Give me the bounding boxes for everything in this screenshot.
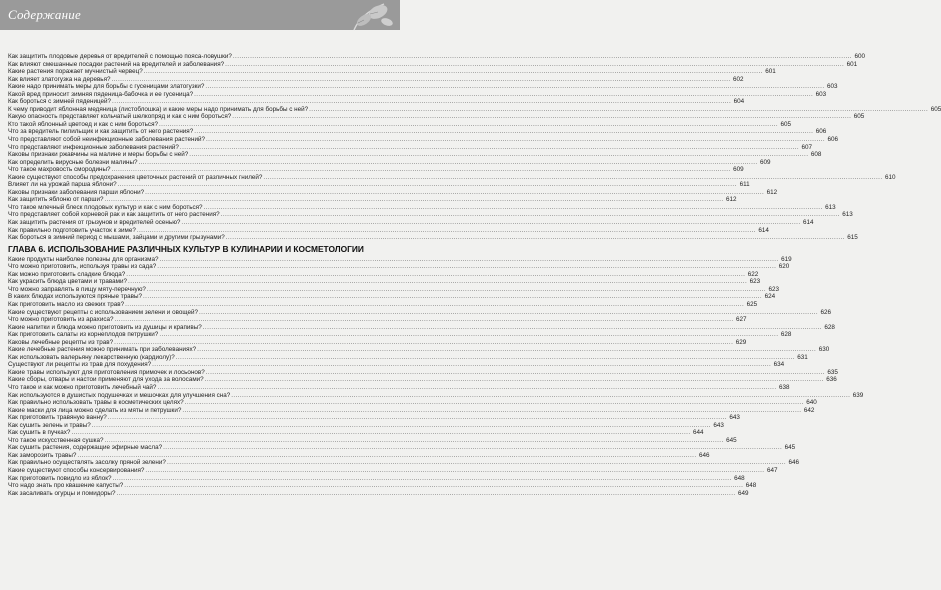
toc-entry-question: Кто такой яблонный цветоед и как с ним бороться? xyxy=(8,120,158,128)
toc-entry-page-number: 645 xyxy=(726,436,737,444)
toc-entry-question: Какие лечебные растения можно принимать при заболеваниях? xyxy=(8,346,197,354)
toc-entry-page-number: 615 xyxy=(847,234,858,242)
toc-entry[interactable] xyxy=(8,376,837,384)
toc-entry-page-number: 620 xyxy=(778,263,790,271)
dot-leader xyxy=(71,429,690,437)
dot-leader xyxy=(114,339,733,347)
dot-leader xyxy=(116,490,735,498)
toc-entry-question: Что такое млечный блеск плодовых культур и как с ним бороться? xyxy=(8,203,203,211)
dot-leader xyxy=(203,324,822,332)
dot-leader xyxy=(204,204,823,212)
toc-entry[interactable] xyxy=(8,316,747,324)
toc-entry-question: Какие напитки и блюда можно приготовить из душицы и крапивы? xyxy=(8,323,202,331)
toc-entry-page-number: 612 xyxy=(766,188,778,196)
toc-entry-question: Как заморозить травы? xyxy=(8,451,77,459)
dot-leader xyxy=(147,286,766,294)
toc-entry[interactable] xyxy=(8,136,839,144)
toc-entry-question: Какие сборы, отвары и настои применяют для ухода за волосами? xyxy=(8,376,204,384)
toc-entry-page-number: 613 xyxy=(825,203,836,211)
dot-leader xyxy=(125,301,744,309)
toc-entry-question: Какие продукты наиболее полезны для организма? xyxy=(8,255,159,263)
toc-entry[interactable] xyxy=(8,196,737,204)
toc-entry-question: Какие маски для лица можно сделать из мяты и петрушки? xyxy=(8,406,182,414)
toc-entry-page-number: 624 xyxy=(764,293,776,301)
dot-leader xyxy=(206,369,825,377)
toc-entry-question: Как защитить яблоню от парши? xyxy=(8,196,104,204)
toc-entry[interactable] xyxy=(8,489,749,498)
toc-entry-question: Как бороться в зимний период с мышами, зайцами и другими грызунами? xyxy=(8,234,225,242)
dot-leader xyxy=(206,136,825,144)
toc-entry-page-number: 628 xyxy=(824,323,835,331)
toc-entry-question: Как влияет златогузка на деревья? xyxy=(8,75,111,83)
toc-entry-page-number: 622 xyxy=(747,270,759,278)
toc-entry-question: Что такое махровость смородины? xyxy=(8,166,111,174)
toc-entry-question: Как приготовить повидло из яблок? xyxy=(8,474,112,482)
toc-entry[interactable] xyxy=(8,300,758,309)
toc-entry-page-number: 606 xyxy=(827,136,839,144)
dot-leader xyxy=(199,309,818,317)
toc-entry[interactable] xyxy=(8,383,790,392)
toc-entry-question: Как украсить блюда цветами и травами? xyxy=(8,278,128,286)
toc-entry[interactable] xyxy=(8,346,830,354)
toc-entry[interactable] xyxy=(8,436,737,445)
toc-entry-question: Как можно приготовить сладкие блюда? xyxy=(8,270,126,278)
toc-entry-page-number: 648 xyxy=(734,474,745,482)
dot-leader xyxy=(105,437,724,445)
toc-entry[interactable] xyxy=(8,120,792,129)
toc-entry[interactable] xyxy=(8,482,757,490)
dot-leader xyxy=(157,263,776,271)
toc-entry-question: Как защитить растения от грызунов и вредителей осенью? xyxy=(8,219,181,227)
toc-entry-page-number: 640 xyxy=(806,399,817,407)
toc-entry[interactable] xyxy=(8,399,817,407)
dot-leader xyxy=(205,376,824,384)
toc-entry-page-number: 647 xyxy=(766,466,778,474)
toc-entry-question: Что надо знать про квашение капусты? xyxy=(8,482,124,490)
toc-entry[interactable] xyxy=(8,143,812,152)
toc-entry-page-number: 601 xyxy=(846,60,858,68)
dot-leader xyxy=(105,196,724,204)
toc-entry[interactable] xyxy=(8,323,835,332)
dot-leader xyxy=(145,189,764,197)
toc-entry[interactable] xyxy=(8,53,865,61)
toc-entry-question: Что такое и как можно приготовить лечебный чай? xyxy=(8,383,157,391)
toc-entry-page-number: 607 xyxy=(801,143,812,151)
toc-entry-page-number: 643 xyxy=(729,414,740,422)
toc-entry[interactable] xyxy=(8,353,808,362)
toc-entry[interactable] xyxy=(8,263,790,271)
toc-entry-page-number: 634 xyxy=(773,361,785,369)
toc-entry[interactable] xyxy=(8,255,792,264)
toc-entry[interactable] xyxy=(8,234,858,242)
toc-entry[interactable] xyxy=(8,414,740,422)
toc-entry-question: Что представляет собой корневой рак и как защитить от него растения? xyxy=(8,211,220,219)
dot-leader xyxy=(108,414,727,422)
dot-leader xyxy=(182,407,801,415)
toc-entry-page-number: 601 xyxy=(765,68,776,76)
toc-entry-page-number: 629 xyxy=(735,338,747,346)
toc-entry-page-number: 609 xyxy=(760,158,771,166)
toc-entry[interactable] xyxy=(8,361,785,369)
dot-leader xyxy=(112,166,731,174)
toc-entry[interactable] xyxy=(8,83,838,91)
page-header xyxy=(0,0,400,30)
dot-leader xyxy=(167,459,786,467)
toc-entry-page-number: 605 xyxy=(930,105,941,113)
toc-entry-question: Как приготовить масло из свежих трав? xyxy=(8,300,125,308)
toc-entry-question: Как засаливать огурцы и помидоры? xyxy=(8,489,116,497)
toc-entry-page-number: 604 xyxy=(733,98,745,106)
toc-entry-page-number: 628 xyxy=(780,331,792,339)
dot-leader xyxy=(185,399,804,407)
dot-leader xyxy=(197,346,816,354)
toc-entry-question: Какие травы используют для приготовления примочек и лосьонов? xyxy=(8,368,205,376)
toc-entry[interactable] xyxy=(8,391,864,400)
toc-entry-question: Как приготовить травяную ванну? xyxy=(8,414,107,422)
toc-entry-question: Влияет ли на урожай парша яблони? xyxy=(8,181,117,189)
toc-entry-page-number: 611 xyxy=(739,181,750,189)
dot-leader xyxy=(205,83,824,91)
dot-leader xyxy=(159,331,778,339)
toc-entry-page-number: 613 xyxy=(842,211,853,219)
dot-leader xyxy=(221,211,840,219)
dot-leader xyxy=(194,128,813,136)
chapter-heading: ГЛАВА 6. ИСПОЛЬЗОВАНИЕ РАЗЛИЧНЫХ КУЛЬТУР В КУЛИНАРИИ И КОСМЕТОЛОГИИ xyxy=(8,243,364,254)
toc-entry-page-number: 625 xyxy=(746,300,758,308)
dot-leader xyxy=(233,53,852,61)
toc-entry-page-number: 606 xyxy=(815,128,827,136)
toc-entry[interactable] xyxy=(8,211,853,219)
toc-entry-page-number: 603 xyxy=(815,90,827,98)
table-of-contents xyxy=(8,53,941,497)
toc-entry[interactable] xyxy=(8,293,776,301)
dot-leader xyxy=(92,422,711,430)
toc-entry-page-number: 602 xyxy=(733,75,744,83)
dot-leader xyxy=(189,151,808,159)
toc-entry[interactable] xyxy=(8,459,799,467)
toc-entry[interactable] xyxy=(8,60,858,69)
toc-entry-page-number: 631 xyxy=(797,353,808,361)
toc-entry[interactable] xyxy=(8,444,796,452)
dot-leader xyxy=(145,467,764,475)
dot-leader xyxy=(163,444,782,452)
dot-leader xyxy=(77,452,696,460)
dot-leader xyxy=(231,392,850,400)
toc-entry[interactable] xyxy=(8,68,776,76)
toc-entry-question: Как определить вирусные болезни малины? xyxy=(8,158,138,166)
toc-entry-question: Какие надо принимать меры для борьбы с гусеницами златогузки? xyxy=(8,83,205,91)
toc-entry-question: К чему приводит яблонная медяница (листоблошка) и какие меры надо принимать для борьбы с ней? xyxy=(8,105,309,113)
toc-entry[interactable] xyxy=(8,181,750,189)
toc-entry-question: Как сушить в пучках? xyxy=(8,429,71,437)
toc-entry-question: Как влияют смешанные посадки растений на вредителей и заболевания? xyxy=(8,60,225,68)
toc-entry-page-number: 646 xyxy=(788,459,799,467)
toc-entry-page-number: 605 xyxy=(853,113,865,121)
toc-entry-question: Что представляют собой неинфекционные заболевания растений? xyxy=(8,136,205,144)
dot-leader xyxy=(194,91,813,99)
toc-entry-question: Каковы признаки заболевания парши яблони? xyxy=(8,188,145,196)
toc-entry-question: Какие существуют рецепты с использованием зелени и овощей? xyxy=(8,308,198,316)
toc-entry[interactable] xyxy=(8,331,792,339)
toc-entry-question: Какие существуют способы предохранения цветочных растений от различных гнилей? xyxy=(8,173,263,181)
toc-entry[interactable] xyxy=(8,226,769,235)
toc-entry[interactable] xyxy=(8,466,778,475)
toc-entry-question: Какую опасность представляет кольчатый шелкопряд и как с ним бороться? xyxy=(8,113,232,121)
toc-entry-question: Каковы признаки ржавчины на малине и меры борьбы с ней? xyxy=(8,151,189,159)
toc-entry-page-number: 609 xyxy=(733,166,744,174)
toc-entry-question: Какие растения поражает мучнистый червец? xyxy=(8,68,143,76)
toc-entry-page-number: 614 xyxy=(802,219,814,227)
toc-entry[interactable] xyxy=(8,113,865,121)
toc-entry-question: Какие существуют способы консервирования? xyxy=(8,466,145,474)
dot-leader xyxy=(232,113,851,121)
toc-entry-page-number: 645 xyxy=(784,444,796,452)
toc-entry-page-number: 619 xyxy=(781,255,792,263)
toc-entry[interactable] xyxy=(8,278,761,286)
dot-leader xyxy=(113,475,732,483)
dot-leader xyxy=(144,68,763,76)
dot-leader xyxy=(138,159,757,167)
toc-entry-page-number: 643 xyxy=(713,421,724,429)
toc-entry[interactable] xyxy=(8,219,814,227)
toc-entry-question: В каких блюдах используются пряные травы? xyxy=(8,293,143,301)
dot-leader xyxy=(118,181,737,189)
toc-entry-question: Как бороться с зимней пяденицей? xyxy=(8,98,112,106)
toc-entry-page-number: 627 xyxy=(736,316,747,324)
dot-leader xyxy=(152,361,771,369)
toc-entry-page-number: 639 xyxy=(852,391,864,399)
toc-entry-question: Как сушить зелень и травы? xyxy=(8,421,91,429)
toc-entry[interactable] xyxy=(8,421,724,430)
toc-entry-page-number: 605 xyxy=(780,120,792,128)
toc-entry-question: Как используются в душистых подушечках и мешочках для улучшения сна? xyxy=(8,391,231,399)
toc-entry[interactable] xyxy=(8,158,771,167)
dot-leader xyxy=(115,316,734,324)
dot-leader xyxy=(157,384,776,392)
toc-entry-page-number: 603 xyxy=(826,83,838,91)
dot-leader xyxy=(112,98,731,106)
dot-leader xyxy=(226,234,845,242)
toc-entry-question: Что такое искусственная сушка? xyxy=(8,436,104,444)
dot-leader xyxy=(180,144,799,152)
toc-entry[interactable] xyxy=(8,98,745,106)
toc-entry[interactable] xyxy=(8,429,704,437)
toc-entry-page-number: 608 xyxy=(810,151,822,159)
toc-entry[interactable] xyxy=(8,308,832,317)
toc-entry-page-number: 644 xyxy=(692,429,704,437)
dot-leader xyxy=(126,271,745,279)
toc-entry-page-number: 623 xyxy=(749,278,761,286)
toc-entry-page-number: 642 xyxy=(803,406,815,414)
toc-entry-question: Что можно приготовить, используя травы из сада? xyxy=(8,263,157,271)
dot-leader xyxy=(159,121,778,129)
toc-entry-question: Что представляют инфекционные заболевания растений? xyxy=(8,143,179,151)
toc-entry[interactable] xyxy=(8,406,815,415)
toc-entry[interactable] xyxy=(8,128,827,136)
toc-entry-question: Как правильно осуществлять засолку пряной зелени? xyxy=(8,459,166,467)
toc-entry-page-number: 635 xyxy=(827,368,838,376)
toc-entry-question: Какой вред приносит зимняя пяденица-бабочка и ее гусеница? xyxy=(8,90,194,98)
toc-entry-page-number: 649 xyxy=(738,489,749,497)
dot-leader xyxy=(124,482,743,490)
toc-entry-question: Как правильно использовать травы в косметических целях? xyxy=(8,399,184,407)
toc-entry-page-number: 636 xyxy=(826,376,837,384)
toc-entry-page-number: 623 xyxy=(768,285,779,293)
toc-entry-page-number: 648 xyxy=(745,482,757,490)
toc-entry-page-number: 614 xyxy=(758,226,769,234)
dot-leader xyxy=(309,106,928,114)
toc-entry-page-number: 610 xyxy=(884,173,896,181)
dot-leader xyxy=(137,227,756,235)
toc-entry-page-number: 630 xyxy=(818,346,830,354)
dot-leader xyxy=(143,293,762,301)
toc-entry-question: Каковы лечебные рецепты из трав? xyxy=(8,338,114,346)
dot-leader xyxy=(160,256,779,264)
toc-entry[interactable] xyxy=(8,474,745,483)
toc-entry-page-number: 646 xyxy=(698,451,710,459)
toc-entry[interactable] xyxy=(8,166,744,174)
herb-illustration-icon xyxy=(334,0,394,30)
toc-entry-question: Что можно приготовить из арахиса? xyxy=(8,316,114,324)
dot-leader xyxy=(112,76,731,84)
toc-entry-question: Как приготовить салаты из корнеплодов петрушки? xyxy=(8,331,159,339)
dot-leader xyxy=(181,219,800,227)
dot-leader xyxy=(263,174,882,182)
toc-entry-question: Как использовать валерьяну лекарственную (кардиолу)? xyxy=(8,353,175,361)
toc-entry-page-number: 638 xyxy=(778,383,790,391)
toc-entry-question: Существуют ли рецепты из трав для похудения? xyxy=(8,361,152,369)
toc-entry-question: Как правильно подготовить участок к зиме? xyxy=(8,226,136,234)
toc-entry-page-number: 612 xyxy=(726,196,737,204)
toc-entry-question: Что можно заправлять в пищу мяту-перечную? xyxy=(8,285,146,293)
toc-entry[interactable] xyxy=(8,151,822,159)
toc-entry-question: Что за вредитель пилильщик и как защитить от него растения? xyxy=(8,128,194,136)
toc-entry-question: Как сушить растения, содержащие эфирные масла? xyxy=(8,444,163,452)
dot-leader xyxy=(176,354,795,362)
toc-entry-page-number: 600 xyxy=(854,53,865,60)
dot-leader xyxy=(128,278,747,286)
dot-leader xyxy=(225,61,844,69)
toc-entry-page-number: 626 xyxy=(820,308,832,316)
toc-entry-question: Как защитить плодовые деревья от вредителей с помощью пояса-ловушки? xyxy=(8,53,232,60)
page-title: Содержание xyxy=(8,7,81,22)
